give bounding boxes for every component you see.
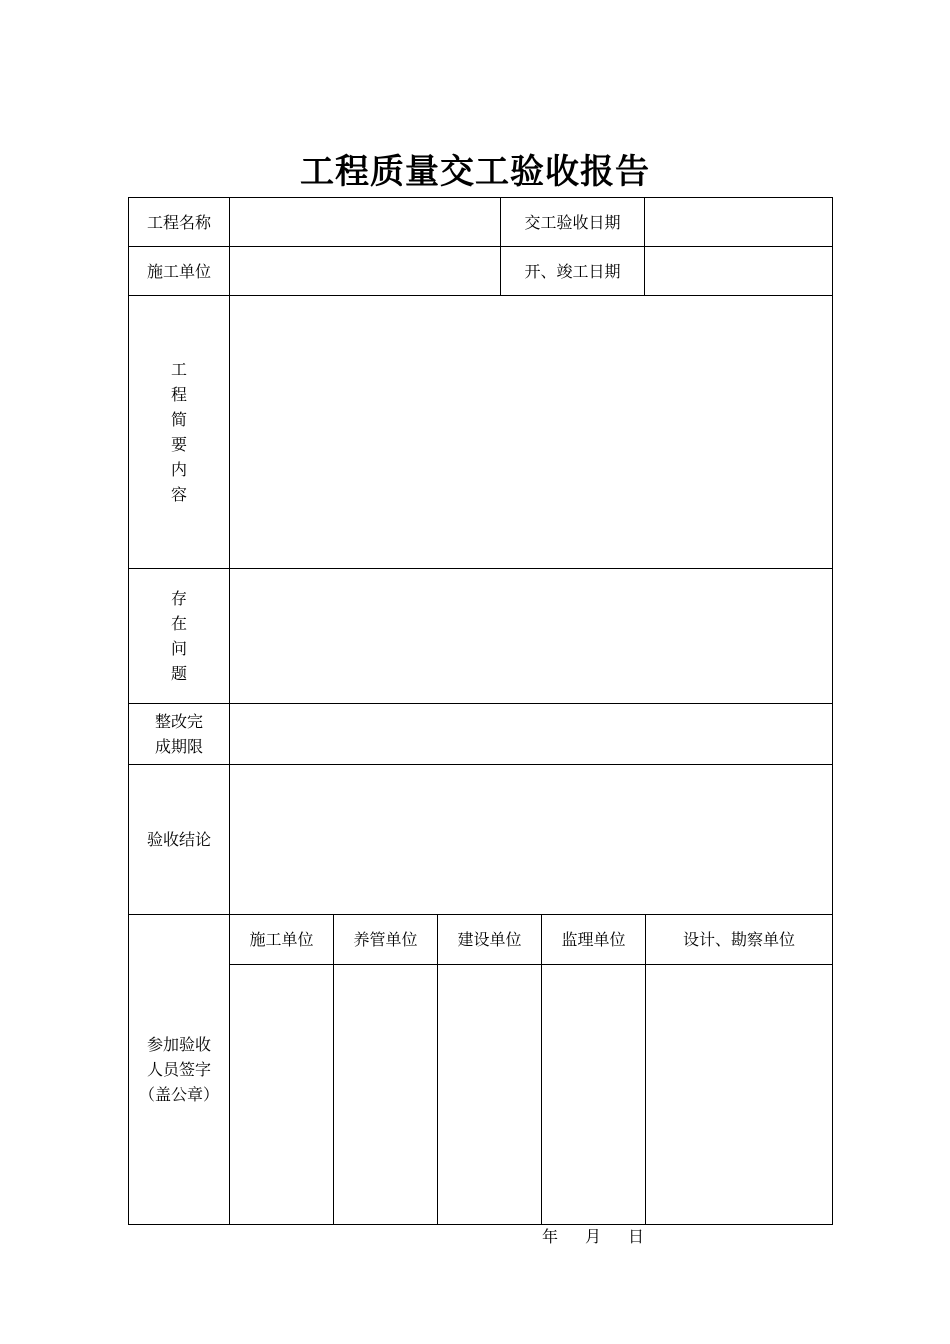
row-divider xyxy=(128,1224,833,1225)
signature-column-header: 设计、勘察单位 xyxy=(682,930,795,949)
rectification-deadline-field[interactable] xyxy=(230,704,832,764)
signature-column-header: 养管单位 xyxy=(353,930,418,949)
signature-column-header: 建设单位 xyxy=(457,930,522,949)
acceptance-conclusion-field[interactable] xyxy=(230,765,832,914)
signature-box-maintenance[interactable] xyxy=(334,965,437,1224)
acceptance-date-field[interactable] xyxy=(645,198,832,246)
column-divider xyxy=(832,197,833,1225)
construction-unit-label: 施工单位 xyxy=(146,261,211,281)
day-label: 日 xyxy=(628,1227,645,1246)
existing-issues-field[interactable] xyxy=(230,569,832,703)
signature-box-supervision[interactable] xyxy=(542,965,645,1224)
construction-unit-field[interactable] xyxy=(230,247,500,295)
project-summary-field[interactable] xyxy=(230,296,832,568)
project-name-field[interactable] xyxy=(230,198,500,246)
acceptance-date-label: 交工验收日期 xyxy=(524,212,621,232)
signature-box-owner[interactable] xyxy=(438,965,541,1224)
signature-column-header: 施工单位 xyxy=(249,930,314,949)
rectification-deadline-label: 整改完 成期限 xyxy=(154,712,203,756)
signatures-label: 参加验收 人员签字 （盖公章） xyxy=(138,1035,219,1104)
month-label: 月 xyxy=(585,1227,602,1246)
signature-box-design-survey[interactable] xyxy=(646,965,832,1224)
year-label: 年 xyxy=(542,1227,559,1246)
acceptance-conclusion-label: 验收结论 xyxy=(146,830,211,849)
project-summary-label: 工 程 简 要 内 容 xyxy=(170,360,187,504)
acceptance-report-form xyxy=(128,197,833,1225)
start-finish-date-label: 开、竣工日期 xyxy=(524,261,621,281)
signature-box-construction[interactable] xyxy=(230,965,333,1224)
page-title: 工程质量交工验收报告 xyxy=(300,152,650,192)
existing-issues-label: 存 在 问 题 xyxy=(170,589,187,683)
signature-column-header: 监理单位 xyxy=(561,930,626,949)
signature-date xyxy=(542,1226,644,1248)
project-name-label: 工程名称 xyxy=(146,212,211,232)
start-finish-date-field[interactable] xyxy=(645,247,832,295)
